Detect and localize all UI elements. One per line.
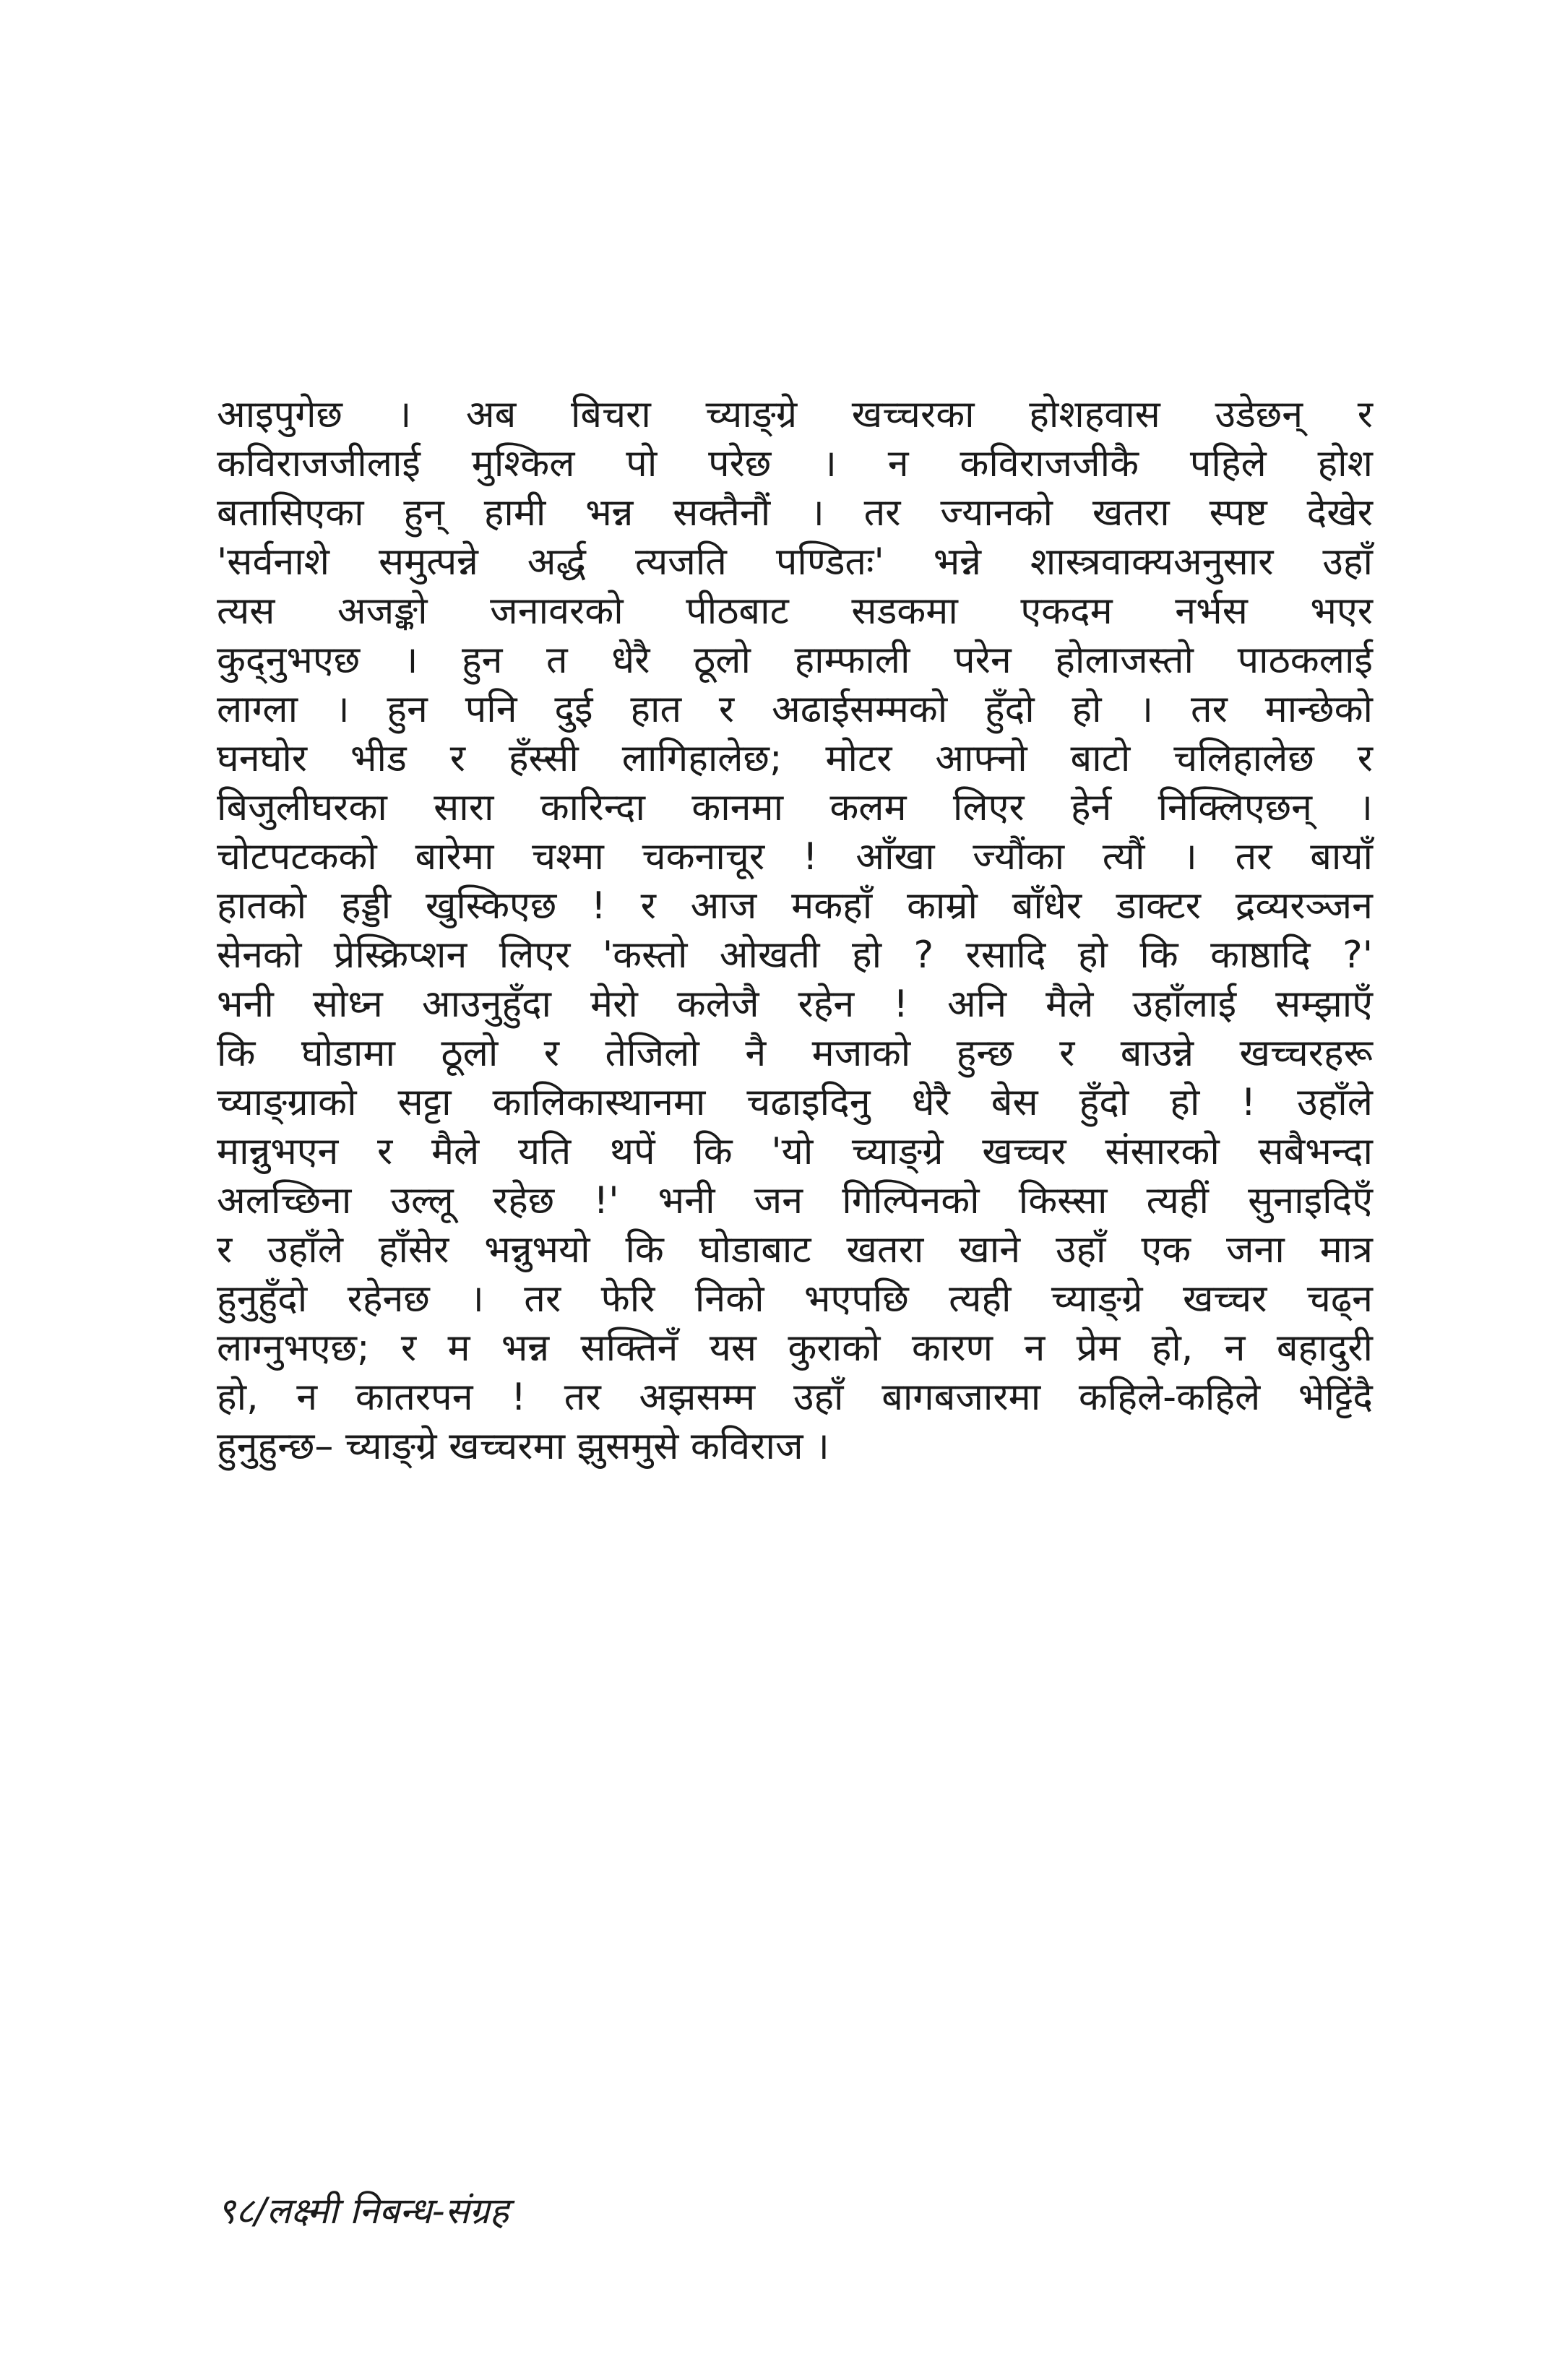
- text-line: अलच्छिना उल्लू रहेछ !' भनी जन गिल्पिनको किस्सा त्यहीं सुनाइदिएँ: [217, 1179, 1373, 1223]
- text-line: 'सर्वनाशे समुत्पन्ने अर्द्ध त्यजति पण्डितः' भन्ने शास्त्रवाक्यअनुसार उहाँ: [217, 540, 1373, 584]
- text-line: मान्नुभएन र मैले यति थपें कि 'यो च्याङ्ग्रे खच्चर संसारको सबैभन्दा: [217, 1130, 1373, 1173]
- text-line: घनघोर भीड र हँस्सी लागिहालेछ; मोटर आफ्नो बाटो चलिहालेछ र: [217, 737, 1373, 780]
- text-line: लाग्नुभएछ; र म भन्न सक्तिनँ यस कुराको कारण न प्रेम हो, न बहादुरी: [217, 1327, 1373, 1370]
- text-line: च्याङ्ग्राको सट्टा कालिकास्थानमा चढाइदिनु धेरै बेस हुँदो हो ! उहाँले: [217, 1081, 1373, 1124]
- text-line: बतासिएका हुन् हामी भन्न सक्तैनौं । तर ज्यानको खतरा स्पष्ट देखेर: [217, 491, 1373, 535]
- text-line: चोटपटकको बारेमा चश्मा चकनाचूर ! आँखा ज्यौंका त्यौं । तर बायाँ: [217, 835, 1373, 879]
- text-line: कविराजजीलाई मुश्किल पो परेछ । न कविराजजीकै पहिले होश: [217, 442, 1373, 486]
- text-line: कुद्नुभएछ । हुन त धेरै ठूलो हाम्फाली परेन होलाजस्तो पाठकलाई: [217, 639, 1373, 682]
- text-line: त्यस अजङ्को जनावरको पीठबाट सडकमा एकदम नर्भस भएर: [217, 590, 1373, 633]
- text-line: हुनुहुँदो रहेनछ । तर फेरि निको भएपछि त्यही च्याङ्ग्रे खच्चर चढ्न: [217, 1277, 1373, 1321]
- text-line: लाग्ला । हुन पनि दुई हात र अढाईसम्मको हुँदो हो । तर मान्छेको: [217, 688, 1373, 731]
- essay-text-block: [217, 390, 1373, 1471]
- text-line: बिजुलीघरका सारा कारिन्दा कानमा कलम लिएर हेर्न निक्लिएछन् ।: [217, 786, 1373, 829]
- page-footer: ९८/लक्ष्मी निबन्ध-संग्रह: [217, 2190, 509, 2232]
- text-line: र उहाँले हाँसेर भन्नुभयो कि घोडाबाट खतरा खाने उहाँ एक जना मात्र: [217, 1228, 1373, 1272]
- text-line: हो, न कातरपन ! तर अझसम्म उहाँ बागबजारमा कहिले-कहिले भेट्टिंदै: [217, 1376, 1373, 1419]
- text-line: कि घोडामा ठूलो र तेजिलो नै मजाको हुन्छ र बाउन्ने खच्चरहरू: [217, 1032, 1373, 1075]
- text-line: आइपुगेछ । अब बिचरा च्याङ्ग्रे खच्चरका होशहवास उडेछन् र: [217, 393, 1373, 436]
- text-line: हुनुहुन्छ– च्याङ्ग्रे खच्चरमा झुसमुसे कविराज ।: [217, 1425, 829, 1468]
- text-line: भनी सोध्न आउनुहुँदा मेरो कलेजै रहेन ! अनि मैले उहाँलाई सम्झाएँ: [217, 983, 1373, 1026]
- text-line: हातको हड्डी खुस्किएछ ! र आज मकहाँ काम्रो बाँधेर डाक्टर द्रव्यरञ्जन: [217, 884, 1373, 928]
- text-line: सेनको प्रेस्क्रिप्शन लिएर 'कस्तो ओखती हो ? रसादि हो कि काष्ठादि ?': [217, 934, 1373, 977]
